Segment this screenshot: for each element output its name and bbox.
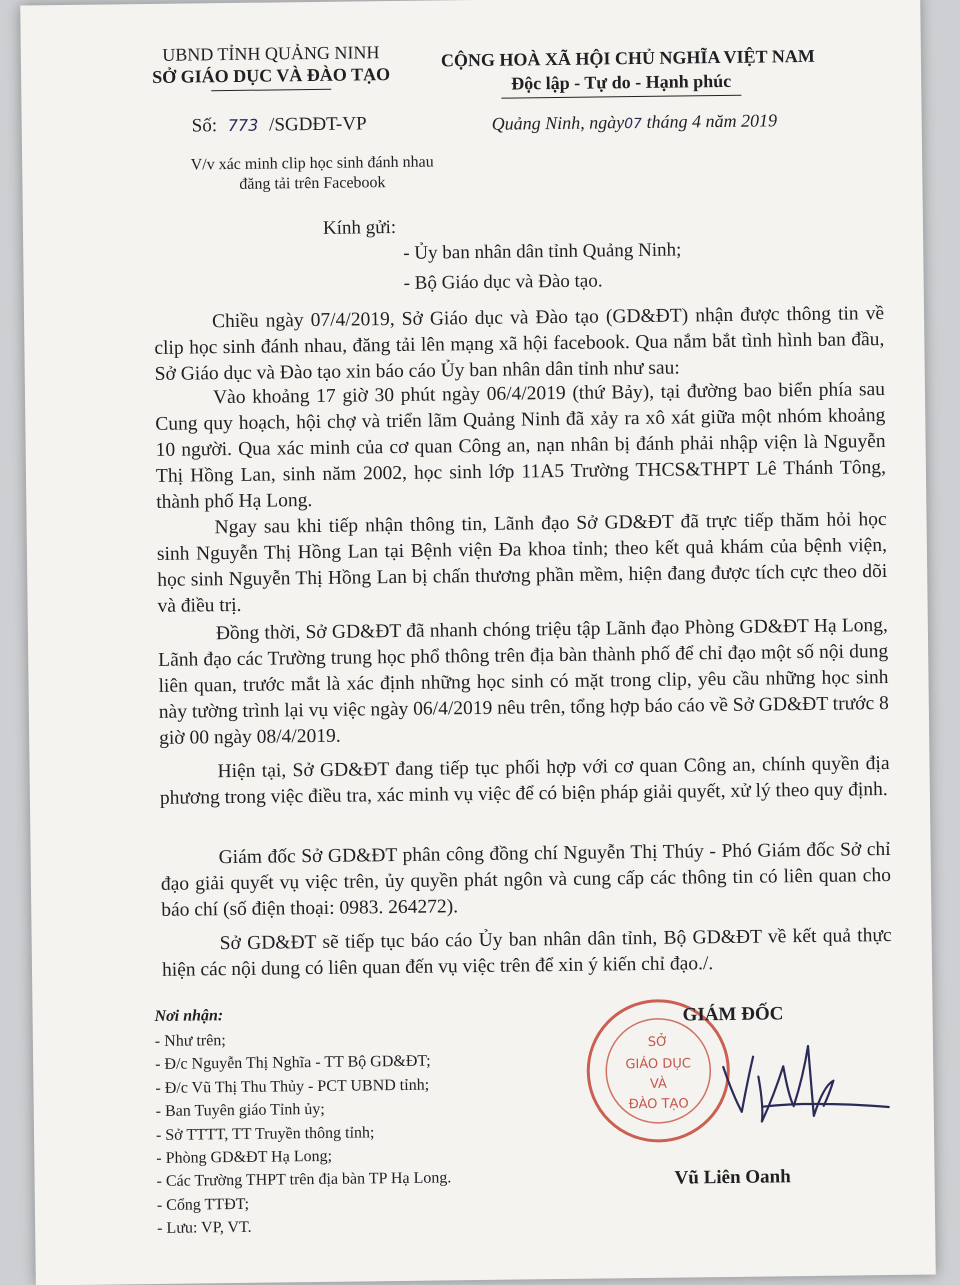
greeting: Kính gửi: <box>322 216 397 239</box>
paragraph-text: Giám đốc Sở GD&ĐT phân công đồng chí Nguyễn Thị Thúy - Phó Giám đốc Sở chỉ đạo giải quyết vụ việc trên, ủy quyền phát ngôn và cung cấp các thông tin có liên quan cho báo chí (số điện thoại: 0983. 264272). <box>160 838 892 921</box>
recipient-line: - Bộ Giáo dục và Đào tạo. <box>403 270 603 294</box>
body-paragraph <box>156 507 887 620</box>
stamp-text-line: GIÁO DỤC <box>625 1056 692 1073</box>
distribution-item: - Như trên; <box>154 1032 226 1050</box>
body-paragraph <box>160 837 891 924</box>
body-paragraph <box>159 751 890 812</box>
stamp-text-line: VÀ <box>649 1076 668 1092</box>
national-header <box>440 44 815 99</box>
document-number <box>192 113 367 137</box>
paragraph-text: Chiều ngày 07/4/2019, Sở Giáo dục và Đào tạo (GD&ĐT) nhận được thông tin về clip học sinh đánh nhau, đăng tải lên mạng xã hội facebook. Qua nắm bắt tình hình ban đầu, Sở Giáo dục và Đào tạo xin báo cáo Ủy ban nhân dân tỉnh như sau: <box>154 303 885 385</box>
document-subject: V/v xác minh clip học sinh đánh nhau đăng tải trên Facebook <box>190 153 434 193</box>
department-name: SỞ GIÁO DỤC VÀ ĐÀO TẠO <box>152 64 391 87</box>
national-motto: Độc lập - Tự do - Hạnh phúc <box>511 70 732 94</box>
distribution-item: - Đ/c Nguyễn Thị Nghĩa - TT Bộ GD&ĐT; <box>155 1053 431 1074</box>
paragraph-text: Vào khoảng 17 giờ 30 phút ngày 06/4/2019 (thứ Bảy), tại đường bao biển phía sau Cung quy hoạch, hội chợ và triển lãm Quảng Ninh đã xảy ra xô xát giữa một nhóm khoảng 10 người. Qua xác minh của cơ quan Công an, nạn nhân bị đánh phải nhập viện là Nguyễn Thị Hồng Lan, sinh năm 2002, học sinh lớp 11A5 Trường THCS&THPT Lê Thánh Tông, thành phố Hạ Long. <box>155 379 887 513</box>
handwritten-signature <box>703 1035 904 1137</box>
distribution-item: - Cổng TTĐT; <box>156 1195 250 1214</box>
body-paragraph <box>162 923 893 984</box>
authority-name: UBND TỈNH QUẢNG NINH <box>162 42 380 65</box>
document-date <box>492 110 778 134</box>
doc-number-prefix: Số: <box>191 115 218 137</box>
motto-underline <box>501 95 741 99</box>
stamp-text-line: ĐÀO TẠO <box>628 1096 689 1113</box>
distribution-item: - Lưu: VP, VT. <box>157 1219 252 1238</box>
paragraph-text: Ngay sau khi tiếp nhận thông tin, Lãnh đạo Sở GD&ĐT đã trực tiếp thăm hỏi học sinh Nguyễn Thị Hồng Lan tại Bệnh viện Đa khoa tỉnh; theo kết quả khám của bệnh viện, học sinh Nguyễn Thị Hồng Lan bị chấn thương phần mềm, hiện đang được tích cực theo dõi và điều trị. <box>156 509 888 617</box>
paragraph-text: Hiện tại, Sở GD&ĐT đang tiếp tục phối hợp với cơ quan Công an, chính quyền địa phương trong việc điều tra, xác minh vụ việc để có biện pháp giải quyết, xử lý theo quy định. <box>159 752 890 809</box>
date-prefix: Quảng Ninh, ngày <box>491 112 625 134</box>
date-year: 2019 <box>740 110 778 131</box>
body-paragraph <box>154 301 885 388</box>
distribution-item: - Ban Tuyên giáo Tỉnh ủy; <box>155 1101 325 1121</box>
distribution-item: - Đ/c Vũ Thị Thu Thủy - PCT UBND tỉnh; <box>155 1076 430 1097</box>
body-paragraph <box>158 613 890 752</box>
body-paragraph <box>155 377 887 516</box>
signer-role: GIÁM ĐỐC <box>682 1003 784 1026</box>
country-name: CỘNG HOÀ XÃ HỘI CHỦ NGHĨA VIỆT NAM <box>440 45 815 71</box>
paragraph-text: Đồng thời, Sở GD&ĐT đã nhanh chóng triệu tập Lãnh đạo Phòng GD&ĐT Hạ Long, Lãnh đạo các Trường trung học phổ thông trên địa bàn thành phố để chỉ đạo một số nội dung liên quan, trước mắt là xác định những học sinh có mặt trong clip, yêu cầu những học sinh này tường trình lại vụ việc ngày 06/4/2019 nêu trên, tổng hợp báo cáo về Sở GD&ĐT trước 8 giờ 00 ngày 08/4/2019. <box>158 614 889 749</box>
paragraph-text: Sở GD&ĐT sẽ tiếp tục báo cáo Ủy ban nhân dân tỉnh, Bộ GD&ĐT về kết quả thực hiện các nội dung có liên quan đến vụ việc trên để xin ý kiến chỉ đạo./. <box>161 924 892 981</box>
date-middle: tháng 4 năm <box>646 110 737 132</box>
distribution-item: - Sở TTTT, TT Truyền thông tỉnh; <box>155 1123 375 1144</box>
document-page <box>20 0 936 1285</box>
distribution-item: - Các Trường THPT trên địa bàn TP Hạ Long. <box>156 1169 452 1191</box>
stamp-text-line: SỞ <box>647 1034 669 1050</box>
distribution-item: - Phòng GD&ĐT Hạ Long; <box>156 1147 333 1167</box>
signer-name: Vũ Liên Oanh <box>674 1166 791 1189</box>
issuing-agency-header <box>131 41 412 92</box>
doc-number-handwritten: 773 <box>227 115 259 136</box>
distribution-title: Nơi nhận: <box>154 1007 224 1025</box>
doc-number-suffix: /SGDĐT-VP <box>268 113 367 136</box>
header-underline <box>211 89 331 91</box>
distribution-list <box>155 1026 452 1240</box>
recipient-line: - Ủy ban nhân dân tỉnh Quảng Ninh; <box>403 239 682 264</box>
date-day-handwritten: 07 <box>624 115 643 133</box>
